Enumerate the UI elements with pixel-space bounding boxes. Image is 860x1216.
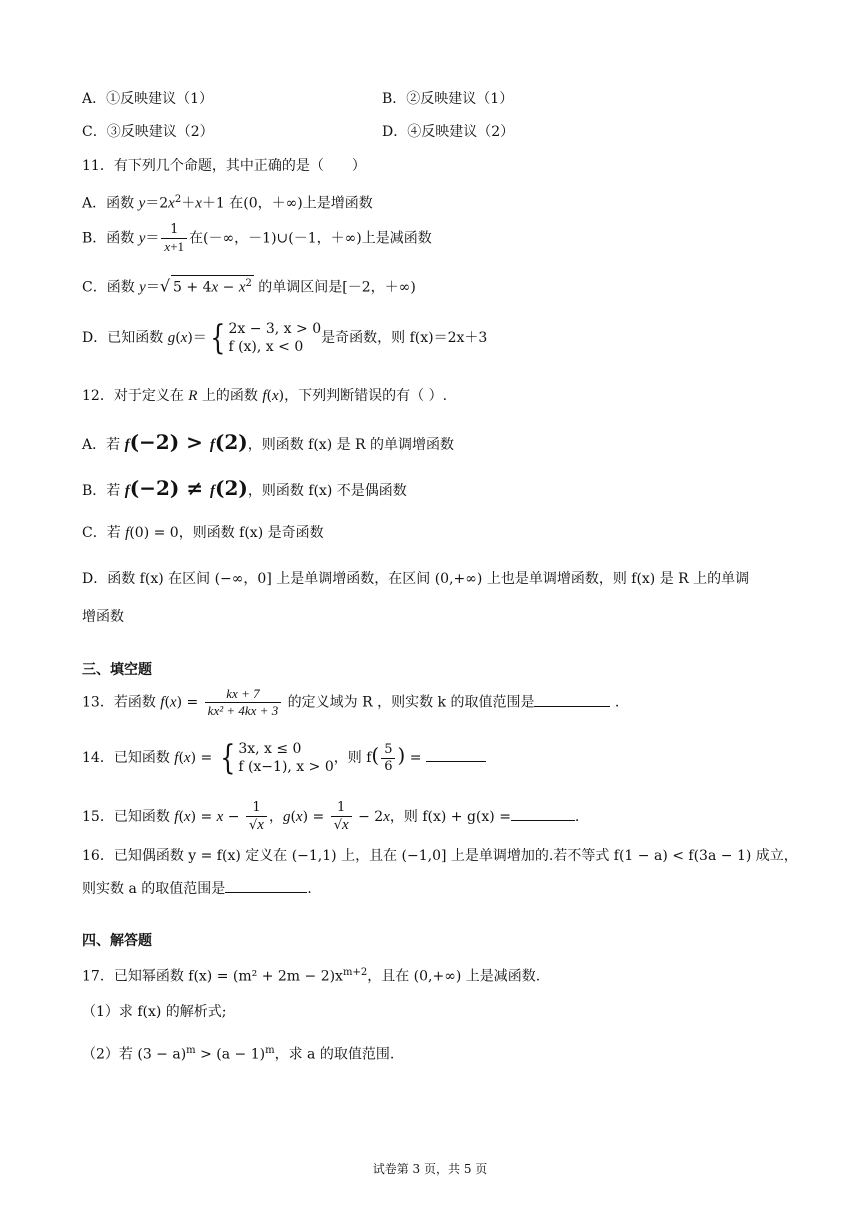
answer-blank[interactable] bbox=[225, 878, 307, 893]
page-footer: 试卷第 3 页，共 5 页 bbox=[372, 1162, 488, 1176]
q16-line2: 则实数 a 的取值范围是 . bbox=[82, 878, 312, 899]
q11-option-b: B．函数 y＝ $\frac{1}{x+1}$ 在(－∞，－1)∪(－1，＋∞)上是减函数 bbox=[82, 222, 432, 254]
section-heading-answer: 四、解答题 bbox=[82, 933, 152, 949]
answer-blank[interactable] bbox=[426, 747, 486, 762]
q12-option-d-line1: D．函数 f(x) 在区间 (−∞，0] 上是单调增函数，在区间 (0,+∞) 上也是单调增函数，则 f(x) 是 R 上的单调 bbox=[82, 571, 750, 587]
q11-stem: 11．有下列几个命题，其中正确的是（ ） bbox=[82, 158, 366, 174]
q12-option-c: C．若 f(0) = 0，则函数 f(x) 是奇函数 bbox=[82, 525, 324, 541]
section-heading-fill-in: 三、填空题 bbox=[82, 662, 152, 678]
q12-option-b: B．若 f(−2) ≠ f(2)，则函数 f(x) 不是偶函数 bbox=[82, 476, 407, 500]
q17-part2: （2）若 $(3 - a)^m > (a - 1)^m$，求 a 的取值范围. bbox=[82, 1045, 395, 1063]
answer-blank[interactable] bbox=[511, 806, 575, 821]
q10-option-c: C．③反映建议（2） bbox=[82, 124, 214, 140]
q12-stem: 12．对于定义在 R 上的函数 f(x)，下列判断错误的有（ ）. bbox=[82, 388, 448, 404]
q10-option-a: A．①反映建议（1） bbox=[82, 91, 214, 107]
answer-blank[interactable] bbox=[534, 692, 610, 707]
q17-part1: （1）求 f(x) 的解析式; bbox=[82, 1004, 227, 1020]
q11-option-c: C．函数 y＝√ $5 + 4x - x^2$ 的单调区间是[－2，＋∞) bbox=[82, 276, 416, 296]
q13: 13．若函数 f(x) = $\frac{kx + 7}{\text{kx² + 4kx + 3}}$ 的定义域为 R ，则实数 k 的取值范围是 . bbox=[82, 686, 620, 718]
q11-option-d: D．已知函数 g(x)＝{ 2x − 3, x > 0 f (x), x < 0 是奇函数，则 f(x)＝2x＋3 bbox=[82, 318, 488, 358]
q10-option-d: D．④反映建议（2） bbox=[382, 124, 515, 140]
q10-option-b: B．②反映建议（1） bbox=[382, 91, 514, 107]
q14: 14．已知函数 f(x) = { 3x, x ≤ 0 f (x−1), x > 0 ，则 f( $\frac{5}{6}$ ) = bbox=[82, 740, 486, 776]
q12-option-d-line2: 增函数 bbox=[82, 609, 124, 625]
q11-option-a: A．函数 $y=2x^2+x+1$ 在(0，＋∞)上是增函数 bbox=[82, 194, 373, 212]
q12-option-a: A．若 f(−2) > f(2)，则函数 f(x) 是 R 的单调增函数 bbox=[82, 430, 455, 454]
q17-stem: 17．已知幂函数 $f(x) = (m^2 + 2m - 2)x^{m+2}$，且在 (0,+∞) 上是减函数. bbox=[82, 967, 541, 985]
q16-line1: 16．已知偶函数 y = f(x) 定义在 (−1,1) 上，且在 (−1,0] 上是单调增加的.若不等式 f(1 − a) < f(3a − 1) 成立， bbox=[82, 848, 798, 864]
q15: 15．已知函数 f(x) = x − $\frac{1}{√x}$ ，g(x) = $\frac{1}{√x}$ − 2x，则 f(x) + g(x) = . bbox=[82, 800, 580, 833]
